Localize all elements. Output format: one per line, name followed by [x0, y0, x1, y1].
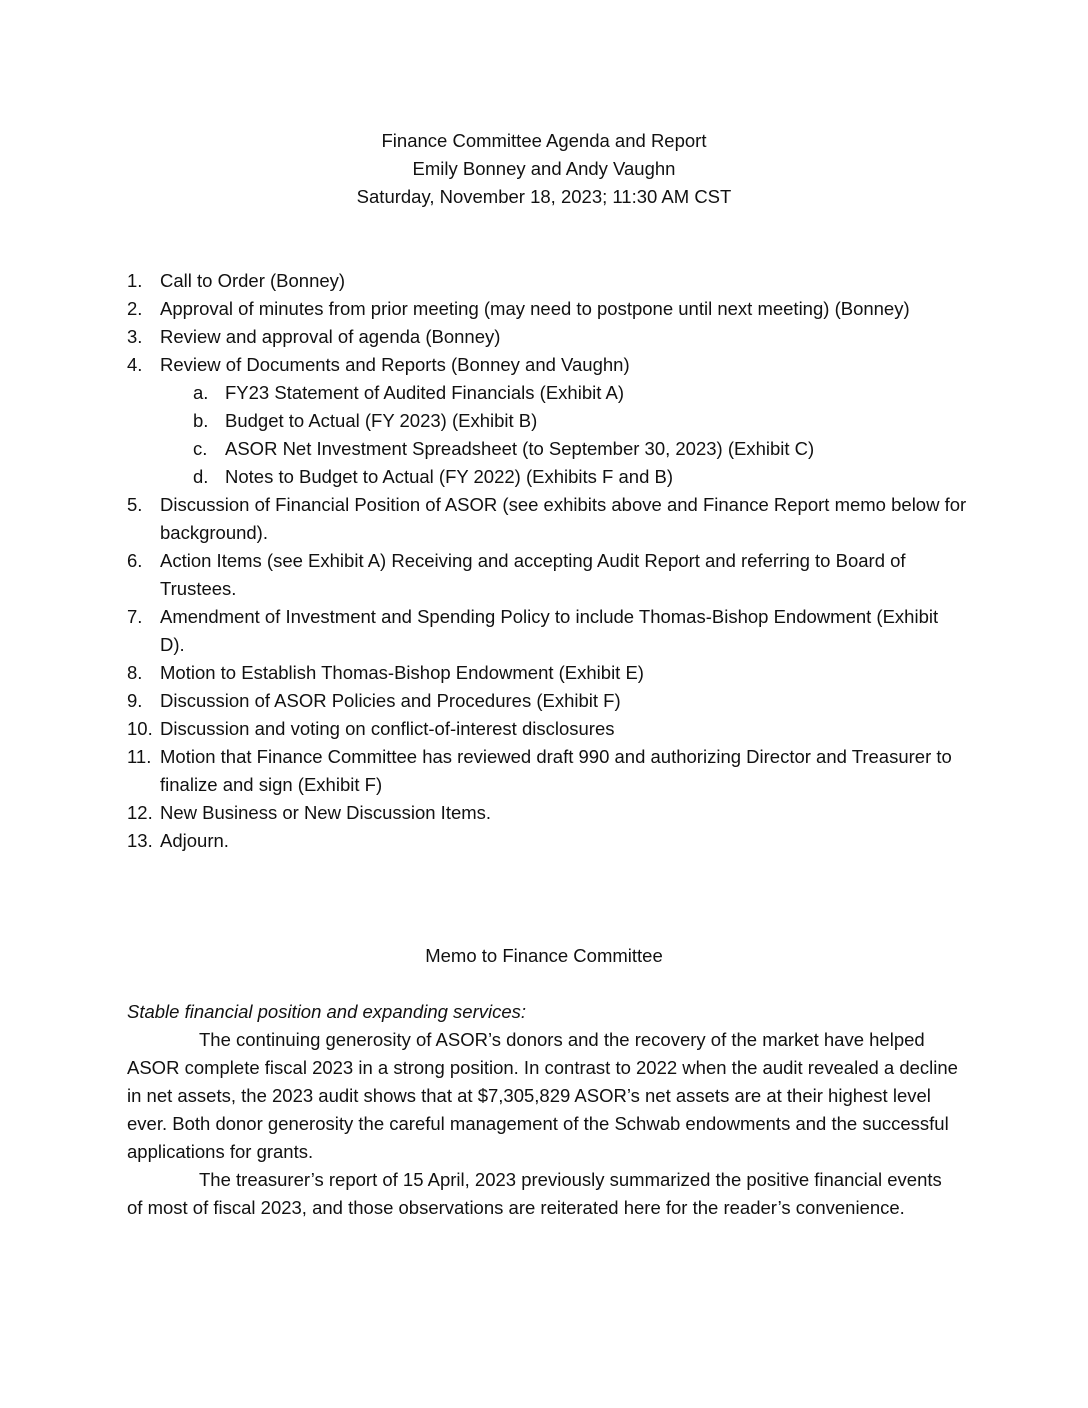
agenda-item-number: 3.: [127, 326, 143, 347]
agenda-subitem-letter: a.: [193, 382, 209, 403]
agenda-item-text: Discussion of Financial Position of ASOR (see exhibits above and Finance Report memo below for background).: [160, 494, 967, 543]
agenda-item-text: Motion to Establish Thomas-Bishop Endowment (Exhibit E): [160, 662, 644, 683]
agenda-item-text: Review and approval of agenda (Bonney): [160, 326, 501, 347]
agenda-list: [127, 267, 967, 855]
meeting-datetime: Saturday, November 18, 2023; 11:30 AM CST: [356, 186, 732, 207]
agenda-subitem-text: ASOR Net Investment Spreadsheet (to September 30, 2023) (Exhibit C): [225, 438, 815, 459]
agenda-subitem: [127, 435, 967, 463]
document-title: Finance Committee Agenda and Report: [381, 130, 707, 151]
agenda-item-number: 10.: [127, 718, 153, 739]
agenda-item-number: 1.: [127, 270, 143, 291]
agenda-item: [127, 491, 967, 547]
agenda-subitem: [127, 407, 967, 435]
agenda-item: [127, 687, 967, 715]
agenda-item-text: Discussion and voting on conflict-of-interest disclosures: [160, 718, 615, 739]
agenda-item-number: 11.: [127, 746, 152, 767]
agenda-item: [127, 267, 967, 295]
memo-title: Memo to Finance Committee: [425, 945, 663, 966]
agenda-item-number: 4.: [127, 354, 143, 375]
agenda-subitem: [127, 463, 967, 491]
agenda-item-number: 5.: [127, 494, 143, 515]
document-authors: Emily Bonney and Andy Vaughn: [412, 158, 676, 179]
agenda-item: [127, 827, 967, 855]
agenda-item: [127, 323, 967, 351]
agenda-item: [127, 799, 967, 827]
agenda-item-text: Review of Documents and Reports (Bonney and Vaughn): [160, 354, 630, 375]
agenda-item: [127, 743, 967, 799]
agenda-item-text: Amendment of Investment and Spending Policy to include Thomas-Bishop Endowment (Exhibit D).: [160, 606, 939, 655]
agenda-item-number: 6.: [127, 550, 143, 571]
agenda-item-text: Adjourn.: [160, 830, 229, 851]
memo-section-heading: Stable financial position and expanding services:: [127, 1001, 527, 1022]
memo-paragraph: The continuing generosity of ASOR’s donors and the recovery of the market have helped ASOR complete fiscal 2023 in a strong position. In contrast to 2022 when the audit revealed a decline in net assets, the 2023 audit shows that at $7,305,829 ASOR’s net assets are at their highest level ever. Both donor generosity the careful management of the Schwab endowments and the successful applications for grants.: [127, 1029, 958, 1162]
agenda-item-number: 7.: [127, 606, 143, 627]
agenda-item-number: 2.: [127, 298, 143, 319]
agenda-subitem-text: FY23 Statement of Audited Financials (Exhibit A): [225, 382, 624, 403]
memo-body: [127, 998, 962, 1222]
agenda-subitem-text: Budget to Actual (FY 2023) (Exhibit B): [225, 410, 538, 431]
agenda-item-number: 8.: [127, 662, 143, 683]
memo-paragraph: The treasurer’s report of 15 April, 2023 previously summarized the positive financial events of most of fiscal 2023, and those observations are reiterated here for the reader’s convenience.: [127, 1169, 942, 1218]
agenda-item-number: 13.: [127, 830, 153, 851]
agenda-item: [127, 351, 967, 379]
agenda-item: [127, 659, 967, 687]
agenda-subitem-letter: b.: [193, 410, 209, 431]
agenda-item-text: Approval of minutes from prior meeting (may need to postpone until next meeting) (Bonney): [160, 298, 910, 319]
agenda-item: [127, 295, 967, 323]
document-header: [0, 127, 1088, 211]
agenda-item: [127, 715, 967, 743]
agenda-item-number: 12.: [127, 802, 153, 823]
agenda-subitem-letter: c.: [193, 438, 208, 459]
agenda-subitem-text: Notes to Budget to Actual (FY 2022) (Exhibits F and B): [225, 466, 674, 487]
agenda-item: [127, 603, 967, 659]
agenda-subitem-letter: d.: [193, 466, 209, 487]
agenda-item-text: Call to Order (Bonney): [160, 270, 346, 291]
agenda-item-text: New Business or New Discussion Items.: [160, 802, 492, 823]
agenda-subitem: [127, 379, 967, 407]
agenda-item-text: Motion that Finance Committee has reviewed draft 990 and authorizing Director and Treasurer to finalize and sign (Exhibit F): [160, 746, 952, 795]
agenda-item-number: 9.: [127, 690, 143, 711]
agenda-item: [127, 547, 967, 603]
agenda-item-text: Action Items (see Exhibit A) Receiving and accepting Audit Report and referring to Board of Trustees.: [160, 550, 906, 599]
agenda-item-text: Discussion of ASOR Policies and Procedures (Exhibit F): [160, 690, 621, 711]
